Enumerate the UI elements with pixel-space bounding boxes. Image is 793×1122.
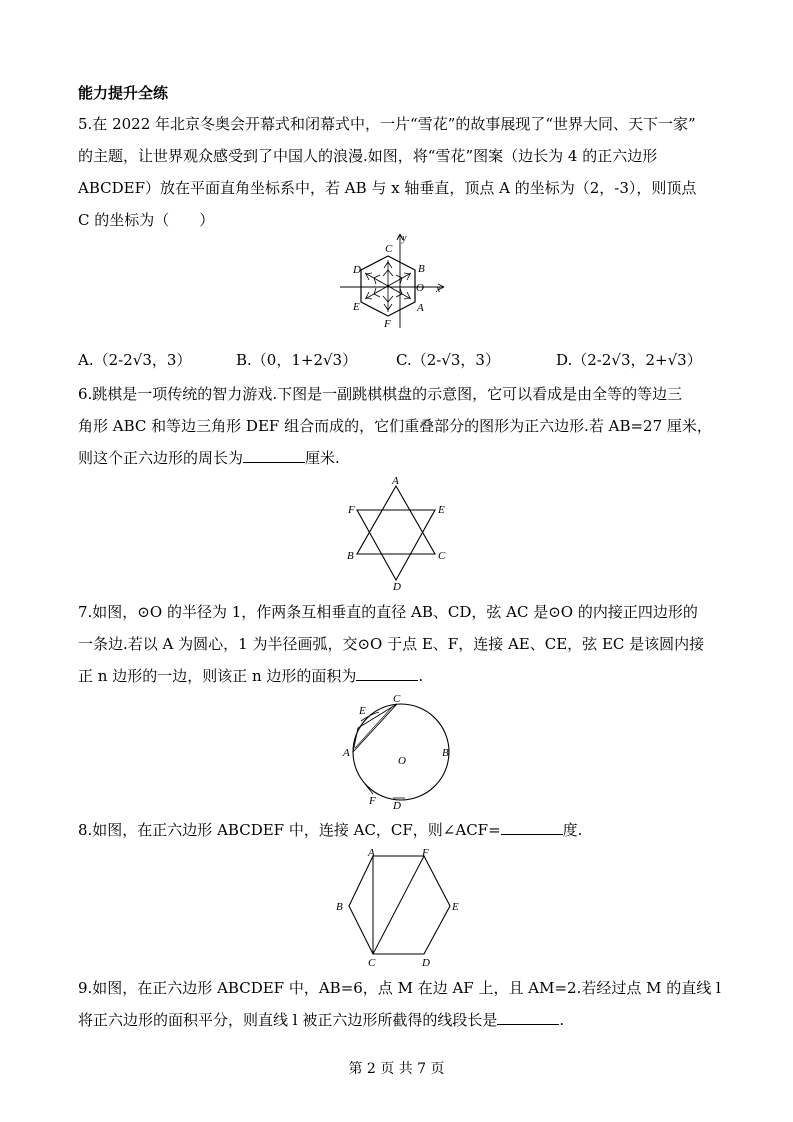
q8-answer-blank[interactable]	[501, 816, 563, 835]
q5-label-y: y	[402, 233, 407, 244]
q5-label-B: B	[418, 263, 425, 275]
q9-line-2-pre: 将正六边形的面积平分，则直线 l 被正六边形所截得的线段长是	[78, 1011, 498, 1029]
q5-line-3: ABCDEF）放在平面直角坐标系中，若 AB 与 x 轴垂直，顶点 A 的坐标为（2，-3），则顶点	[78, 179, 697, 197]
q5-label-O: O	[416, 282, 424, 294]
q8-label-F: F	[422, 847, 429, 859]
page-footer: 第 2 页 共 7 页	[348, 1061, 445, 1077]
q5-option-b[interactable]: B.（0，1+2√3）	[236, 351, 358, 369]
q8-label-E: E	[452, 901, 459, 913]
q7-line-2: 一条边.若以 A 为圆心，1 为半径画弧，交⊙O 于点 E、F，连接 AE、CE，弦 EC 是该圆内接	[78, 635, 705, 653]
q6-line-3-post: 厘米.	[305, 449, 340, 467]
q7-label-F: F	[369, 795, 376, 807]
q6-label-A: A	[392, 476, 399, 487]
q5-label-x: x	[436, 284, 441, 295]
q8-line-1-post: 度.	[562, 821, 583, 839]
q9-line-1: 9.如图，在正六边形 ABCDEF 中，AB=6，点 M 在边 AF 上，且 AM=2.若经过点 M 的直线 l	[78, 979, 721, 997]
q8-label-D: D	[422, 957, 430, 968]
q5-line-1: 5.在 2022 年北京冬奥会开幕式和闭幕式中，一片“雪花”的故事展现了“世界大同、天下一家”	[78, 115, 696, 133]
q8-line-1	[78, 814, 582, 846]
q6-label-E: E	[438, 504, 445, 516]
q7-line-3	[78, 660, 423, 692]
q8-hexagon-figure	[328, 846, 468, 968]
q7-line-1: 7.如图，⊙O 的半径为 1，作两条互相垂直的直径 AB、CD，弦 AC 是⊙O 的内接正四边形的	[78, 603, 698, 621]
q8-label-A: A	[368, 847, 375, 859]
q5-option-a[interactable]: A.（2-2√3，3）	[78, 351, 192, 369]
q5-line-4: C 的坐标为（ ）	[78, 211, 215, 229]
q7-label-E: E	[359, 705, 366, 717]
q5-option-c[interactable]: C.（2-√3，3）	[396, 351, 500, 369]
q9-answer-blank[interactable]	[497, 1006, 559, 1025]
q7-line-3-post: .	[418, 667, 424, 685]
q5-label-C: C	[385, 243, 393, 255]
q5-snowflake-figure	[340, 230, 450, 330]
q9-line-2	[78, 1004, 564, 1036]
q5-label-D: D	[353, 264, 361, 276]
q7-label-A: A	[343, 747, 350, 759]
q7-answer-blank[interactable]	[356, 662, 418, 681]
q5-label-A: A	[417, 302, 424, 314]
q7-label-O: O	[398, 755, 406, 767]
q6-answer-blank[interactable]	[243, 444, 305, 463]
q6-line-2: 角形 ABC 和等边三角形 DEF 组合而成的，它们重叠部分的图形为正六边形.若 AB=27 厘米，	[78, 417, 712, 435]
q5-label-E: E	[353, 301, 360, 313]
q6-label-B: B	[347, 550, 354, 562]
q6-label-D: D	[393, 581, 401, 592]
q6-line-3	[78, 442, 340, 474]
q5-option-d[interactable]: D.（2-2√3，2+√3）	[556, 351, 702, 369]
q8-label-C: C	[368, 957, 376, 968]
q7-label-B: B	[442, 747, 449, 759]
q6-line-1: 6.跳棋是一项传统的智力游戏.下图是一副跳棋棋盘的示意图，它可以看成是由全等的等边三	[78, 385, 683, 403]
q5-line-2: 的主题，让世界观众感受到了中国人的浪漫.如图，将“雪花”图案（边长为 4 的正六边形	[78, 147, 658, 165]
q6-label-F: F	[348, 504, 355, 516]
q9-line-2-post: .	[559, 1011, 565, 1029]
section-title: 能力提升全练	[78, 84, 169, 102]
q7-line-3-pre: 正 n 边形的一边，则该正 n 边形的面积为	[78, 667, 357, 685]
q7-label-D: D	[393, 800, 401, 812]
q6-line-3-pre: 则这个正六边形的周长为	[78, 449, 244, 467]
q6-label-C: C	[438, 550, 446, 562]
q8-label-B: B	[336, 901, 343, 913]
q8-line-1-pre: 8.如图，在正六边形 ABCDEF 中，连接 AC，CF，则∠ACF=	[78, 821, 501, 839]
q5-label-F: F	[384, 318, 391, 330]
q7-circle-figure	[335, 690, 465, 812]
q7-label-C: C	[393, 693, 401, 705]
q6-star-figure	[340, 476, 455, 592]
